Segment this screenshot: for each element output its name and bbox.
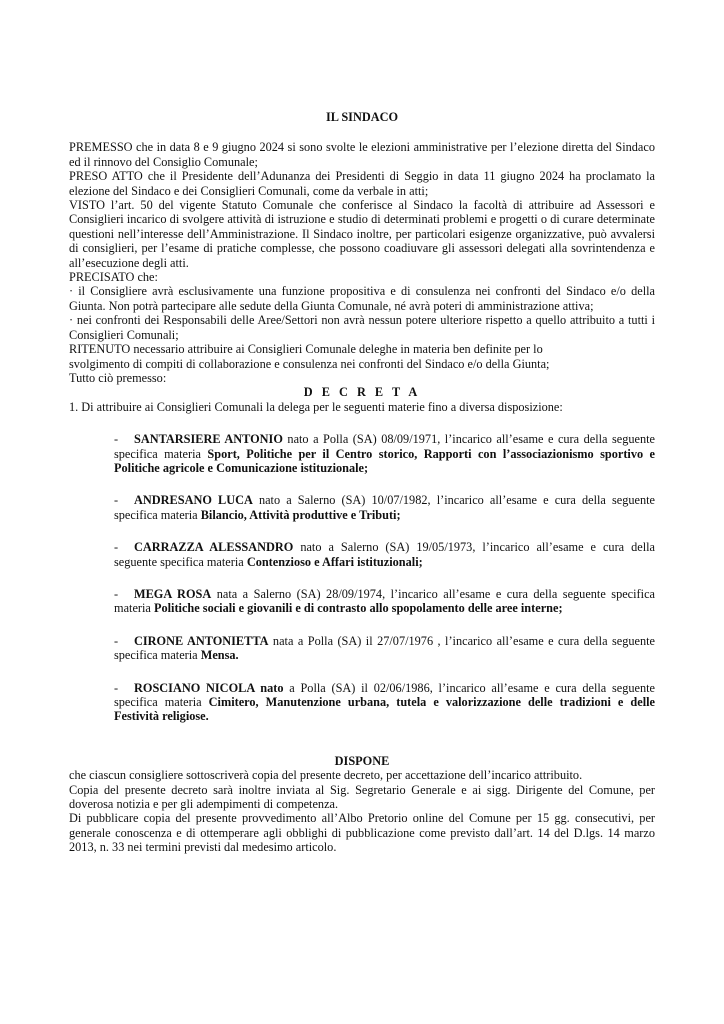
- list-dash: -: [114, 586, 119, 601]
- precisato-point-2: · nei confronti dei Responsabili delle Aree/Settori non avrà nessun potere ulteriore rispetto a quello attribuito a tutti i Consiglieri Comunali;: [69, 313, 655, 342]
- dispone-paragraph-2: Copia del presente decreto sarà inoltre inviata al Sig. Segretario Generale e ai sigg. Dirigente del Comune, per doverosa notizia e per gli adempimenti di competenza.: [69, 782, 655, 812]
- councillor-name: ROSCIANO NICOLA nato: [134, 680, 284, 695]
- councillor-details: nata a Salerno (SA) 28/09/1974, l’incarico all’esame e cura della seguente specifica materia: [114, 586, 655, 616]
- preso-atto-paragraph: PRESO ATTO che il Presidente dell’Adunanza dei Presidenti di Seggio in data 11 giugno 2024 ha proclamato la elezione del Sindaco e dei Consiglieri Comunali, come da verbale in atti;: [69, 169, 655, 198]
- councillor-name: MEGA ROSA: [134, 586, 212, 601]
- councillor-details: a Polla (SA) il 02/06/1986, l’incarico all’esame e cura della seguente specifica materia: [114, 680, 655, 709]
- premesse-section: [69, 140, 655, 385]
- decreta-title: D E C R E T A: [303, 385, 421, 400]
- list-dash: -: [114, 680, 119, 695]
- councillor-details: nato a Salerno (SA) 19/05/1973, l’incarico all’esame e cura della seguente specifica materia: [114, 540, 655, 569]
- document-title: IL SINDACO: [325, 110, 399, 124]
- delegation-item: [114, 540, 655, 569]
- delegated-matter: Cimitero, Manutenzione urbana, tutela e valorizzazione delle tradizioni e delle Festività religiose.: [114, 695, 655, 724]
- premesso-paragraph: PREMESSO che in data 8 e 9 giugno 2024 si sono svolte le elezioni amministrative per l’elezione diretta del Sindaco ed il rinnovo del Consiglio Comunale;: [69, 140, 655, 169]
- ritenuto-paragraph-line-1: RITENUTO necessario attribuire ai Consiglieri Comunale deleghe in materia ben definite per lo: [69, 342, 543, 357]
- list-dash: -: [114, 493, 119, 508]
- dispone-paragraph-1: che ciascun consigliere sottoscriverà copia del presente decreto, per accettazione dell’incarico attribuito.: [69, 768, 583, 783]
- delegation-item: [114, 634, 655, 663]
- delegation-item: [114, 681, 655, 724]
- councillor-details: nato a Salerno (SA) 10/07/1982, l’incarico all’esame e cura della seguente specifica materia: [114, 493, 655, 522]
- delegation-item: [114, 493, 655, 522]
- delegation-item: [114, 432, 655, 475]
- precisato-point-1: · il Consigliere avrà esclusivamente una funzione propositiva e di consulenza nei confronti del Sindaco e/o della Giunta. Non potrà partecipare alle sedute della Giunta Comunale, né avrà poteri di amministrazione attiva;: [69, 284, 655, 313]
- councillor-details: nata a Polla (SA) il 27/07/1976 , l’incarico all’esame e cura della seguente specifica materia: [114, 633, 655, 663]
- delegated-matter: Politiche sociali e giovanili e di contrasto allo spopolamento delle aree interne;: [153, 601, 563, 616]
- dispone-title: DISPONE: [334, 753, 390, 768]
- delegated-matter: Bilancio, Attività produttive e Tributi;: [200, 507, 401, 522]
- delegated-matter: Sport, Politiche per il Centro storico, Rapporti con l’associazionismo sportivo e Politiche agricole e Comunicazione istituzionale;: [114, 446, 656, 475]
- councillor-details: nato a Polla (SA) 08/09/1971, l’incarico all’esame e cura della seguente specifica materia: [114, 432, 656, 461]
- councillor-name: SANTARSIERE ANTONIO: [134, 432, 283, 447]
- councillor-name: CARRAZZA ALESSANDRO: [134, 540, 294, 555]
- visto-paragraph: VISTO l’art. 50 del vigente Statuto Comunale che conferisce al Sindaco la facoltà di attribuire ad Assessori e Consiglieri incarico di svolgere attività di istruzione e studio di determinati problemi e progetti o di curare determinate questioni nell’interesse dell’Amministrazione. Il Sindaco inoltre, per particolari esigenze organizzative, può avvalersi di consiglieri, per l’esame di pratiche complesse, che possono coadiuvare gli assessori delegati alla sovrintendenza e all’esecuzione degli atti.: [69, 198, 655, 270]
- dispone-section: [69, 768, 655, 854]
- precisato-heading: PRECISATO che:: [69, 270, 158, 285]
- list-dash: -: [114, 540, 119, 555]
- list-dash: -: [114, 633, 119, 648]
- dispone-paragraph-3: Di pubblicare copia del presente provvedimento all’Albo Pretorio online del Comune per 15 gg. consecutivi, per generale conoscenza e di ottemperare agli obblighi di pubblicazione come previsto dall’art. 14 del D.lgs. 14 marzo 2013, n. 33 nei termini previsti dal medesimo articolo.: [69, 811, 655, 855]
- delegation-item: [114, 587, 655, 616]
- ritenuto-paragraph-line-2: svolgimento di compiti di collaborazione e consulenza nei confronti del Sindaco e/o della Giunta;: [69, 356, 550, 371]
- delegated-matter: Mensa.: [200, 648, 239, 663]
- decreta-intro: 1. Di attribuire ai Consiglieri Comunali la delega per le seguenti materie fino a diversa disposizione:: [69, 399, 563, 414]
- list-dash: -: [114, 432, 119, 447]
- premesso-conclusion: Tutto ciò premesso:: [69, 370, 167, 385]
- councillor-name: ANDRESANO LUCA: [134, 493, 253, 508]
- delegated-matter: Contenzioso e Affari istituzionali;: [246, 554, 423, 569]
- delegations-list: [69, 432, 655, 724]
- councillor-name: CIRONE ANTONIETTA: [134, 633, 269, 648]
- decree-page: [69, 110, 655, 855]
